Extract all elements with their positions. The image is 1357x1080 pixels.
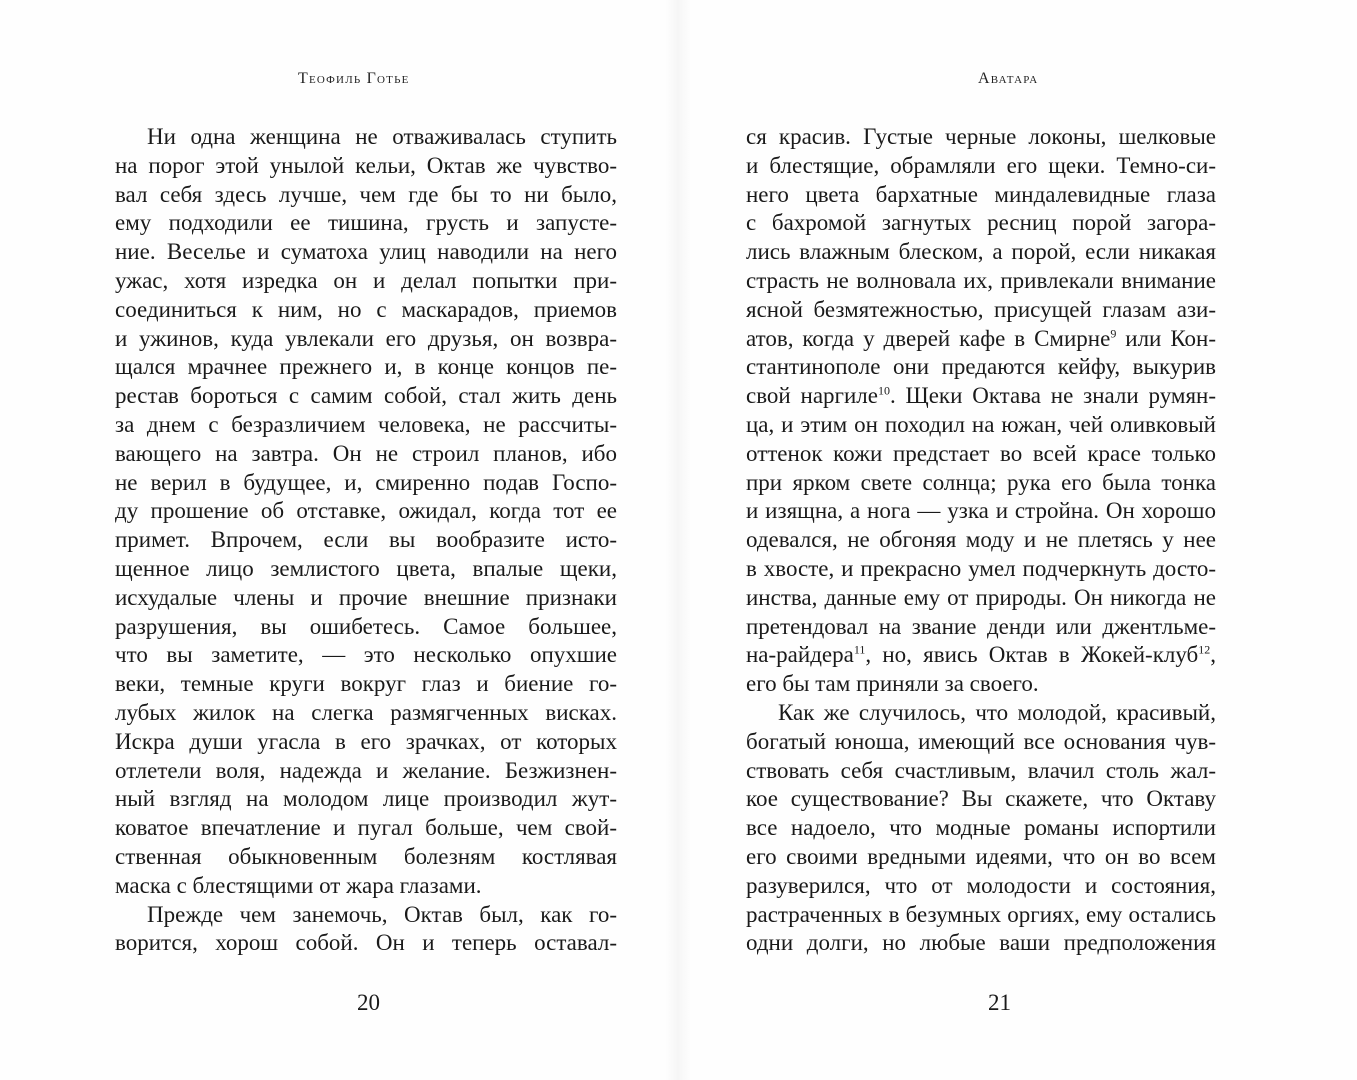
right-page bbox=[678, 0, 1357, 1080]
left-page-text bbox=[115, 123, 617, 958]
text-line: Прежде чем занемочь, Октав был, как го- bbox=[147, 901, 617, 927]
text-line: вал себя здесь лучше, чем где бы то ни было, bbox=[115, 181, 617, 207]
text-line: вающего на завтра. Он не строил планов, ибо bbox=[115, 440, 617, 466]
text-line: веки, темные круги вокруг глаз и биение го- bbox=[115, 671, 617, 697]
text-line: все надоело, что модные романы испортили bbox=[746, 815, 1216, 841]
text-line: Ни одна женщина не отваживалась ступить bbox=[147, 124, 617, 149]
text-segment: на-райдера bbox=[746, 642, 854, 668]
text-line: растраченных в безумных оргиях, ему остались bbox=[746, 901, 1216, 927]
text-line: не верил в будущее, и, смиренно подав Госпо- bbox=[115, 469, 617, 495]
text-line: в хвосте, и прекрасно умел подчеркнуть досто- bbox=[746, 555, 1216, 581]
text-line: стантинополе они предаются кейфу, выкурив bbox=[746, 354, 1216, 380]
text-line: щался мрачнее прежнего и, в конце концов пе- bbox=[115, 354, 617, 380]
text-line: разрушения, вы ошибетесь. Самое большее, bbox=[115, 613, 617, 639]
text-line: с бахромой загнутых ресниц порой загора- bbox=[746, 210, 1216, 236]
right-page-text bbox=[746, 123, 1216, 958]
text-segment: , но, явись Октав в Жокей-клуб bbox=[865, 642, 1199, 668]
footnote-ref: 12 bbox=[1198, 642, 1211, 657]
text-line: коватое впечатление и пугал больше, чем свой- bbox=[115, 815, 617, 841]
text-line: за днем с безразличием человека, не рассчиты- bbox=[115, 411, 617, 437]
text-line: маска с блестящими от жара глазами. bbox=[115, 872, 482, 898]
page-number: 20 bbox=[357, 990, 380, 1015]
text-line: рестав бороться с самим собой, стал жить день bbox=[115, 383, 617, 409]
text-line: лись влажным блеском, а порой, если никакая bbox=[746, 239, 1216, 265]
footnote-ref: 9 bbox=[1110, 325, 1117, 340]
footnote-ref: 10 bbox=[877, 383, 890, 398]
text-line: одни долги, но любые ваши предположения bbox=[746, 930, 1216, 956]
text-line: соединиться к ним, но с маскарадов, приемов bbox=[115, 296, 617, 322]
text-line: Как же случилось, что молодой, красивый, bbox=[778, 699, 1216, 725]
text-line: ясной безмятежностью, присущей глазам ази- bbox=[746, 296, 1216, 322]
text-line: ствовать себя счастливым, влачил столь жал- bbox=[746, 757, 1216, 783]
text-line: его бы там приняли за своего. bbox=[746, 671, 1039, 697]
footnote-ref: 11 bbox=[853, 642, 866, 657]
text-line: одевался, не обгоняя моду и не плетясь у нее bbox=[746, 527, 1216, 553]
left-page bbox=[0, 0, 678, 1080]
text-line: лубых жилок на слегка размягченных висках. bbox=[115, 699, 617, 725]
text-line: щенное лицо землистого цвета, впалые щеки, bbox=[115, 555, 617, 581]
text-line-with-footnote bbox=[746, 382, 1216, 411]
text-segment: атов, когда у дверей кафе в Смирне bbox=[746, 325, 1111, 351]
running-head-title: Аватара bbox=[978, 70, 1039, 87]
text-line: Искра души угасла в его зрачках, от которых bbox=[115, 728, 617, 754]
text-line: ца, и этим он походил на южан, чей оливковый bbox=[746, 411, 1216, 437]
text-line: ние. Веселье и суматоха улиц наводили на него bbox=[115, 239, 617, 265]
text-line: примет. Впрочем, если вы вообразите исто- bbox=[115, 527, 617, 553]
text-segment: свой наргиле bbox=[746, 383, 878, 409]
text-line: и блестящие, обрамляли его щеки. Темно-си- bbox=[746, 152, 1216, 178]
text-line: него цвета бархатные миндалевидные глаза bbox=[746, 181, 1216, 207]
text-line: кое существование? Вы скажете, что Октаву bbox=[746, 786, 1216, 812]
text-segment: или Кон- bbox=[1116, 325, 1216, 351]
text-line: инства, данные ему от природы. Он никогда не bbox=[746, 584, 1216, 610]
text-line: что вы заметите, — это несколько опухшие bbox=[115, 642, 617, 668]
text-line: страсть не волновала их, привлекали внимание bbox=[746, 267, 1216, 293]
text-segment: . Щеки Октава не знали румян- bbox=[889, 383, 1216, 409]
text-line-with-footnote bbox=[746, 325, 1216, 354]
text-line: и ужинов, куда увлекали его друзья, он возвра- bbox=[115, 325, 617, 351]
text-line: отлетели воля, надежда и желание. Безжизнен- bbox=[115, 757, 617, 783]
text-line: и изящна, а нога — узка и стройна. Он хорошо bbox=[746, 498, 1216, 524]
text-line: ворится, хорош собой. Он и теперь оставал- bbox=[115, 930, 617, 956]
text-line: ственная обыкновенным болезням костлявая bbox=[115, 843, 617, 869]
page-number: 21 bbox=[988, 990, 1011, 1015]
text-line: ный взгляд на молодом лице производил жут- bbox=[115, 786, 617, 812]
text-line: исхудалые члены и прочие внешние признаки bbox=[115, 584, 617, 610]
text-line: претендовал на звание денди или джентльме- bbox=[746, 613, 1216, 639]
text-line: ся красив. Густые черные локоны, шелковые bbox=[746, 124, 1216, 149]
text-line: разуверился, что от молодости и состояния, bbox=[746, 872, 1216, 898]
text-line: ему подходили ее тишина, грусть и запусте- bbox=[115, 210, 617, 236]
text-line: его своими вредными идеями, что он во всем bbox=[746, 843, 1216, 869]
text-line: ужас, хотя изредка он и делал попытки при- bbox=[115, 267, 617, 293]
text-segment: , bbox=[1210, 642, 1216, 668]
text-line: при ярком свете солнца; рука его была тонка bbox=[746, 469, 1216, 495]
text-line: на порог этой унылой кельи, Октав же чувство- bbox=[115, 152, 617, 178]
text-line-with-footnote bbox=[746, 641, 1216, 670]
text-line: богатый юноша, имеющий все основания чув- bbox=[746, 728, 1216, 754]
text-line: оттенок кожи предстает во всей красе только bbox=[746, 440, 1216, 466]
text-line: ду прошение об отставке, ожидал, когда тот ее bbox=[115, 498, 617, 524]
running-head-author: Теофиль Готье bbox=[298, 70, 410, 87]
